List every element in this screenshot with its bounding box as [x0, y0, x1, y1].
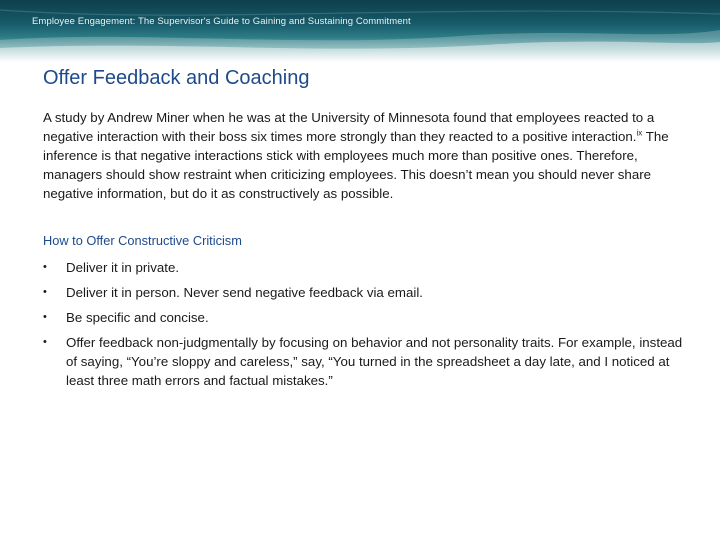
bullet-icon: • — [43, 311, 47, 323]
list-item — [43, 333, 693, 390]
bullet-icon: • — [43, 286, 47, 298]
list-item — [43, 308, 693, 327]
intro-text-part2: The inference is that negative interactions stick with employees much more than positive ones. Therefore, managers should show restraint when criticizing employees. This doesn’t mean you should never share negative information, but do it as constructively as possible. — [43, 129, 669, 201]
bullet-icon: • — [43, 336, 47, 348]
list-item — [43, 283, 693, 302]
content-area — [43, 66, 693, 396]
list-item-text: Be specific and concise. — [66, 310, 209, 325]
footnote-marker: ix — [636, 128, 643, 138]
list-item — [43, 258, 693, 277]
list-item-text: Deliver it in private. — [66, 260, 180, 275]
tips-list — [43, 258, 693, 390]
header-title: Employee Engagement: The Supervisor's Guide to Gaining and Sustaining Commitment — [32, 16, 411, 27]
intro-text-part1: A study by Andrew Miner when he was at the University of Minnesota found that employees reacted to a negative interaction with their boss six times more strongly than they reacted to a positive interaction. — [43, 110, 655, 144]
list-item-text: Deliver it in person. Never send negative feedback via email. — [66, 285, 423, 300]
page-title: Offer Feedback and Coaching — [43, 67, 310, 89]
header-wave-decoration — [0, 0, 720, 62]
section-heading: How to Offer Constructive Criticism — [43, 233, 242, 248]
header-band — [0, 0, 720, 62]
list-item-text: Offer feedback non-judgmentally by focusing on behavior and not personality traits. For example, instead of saying, “You’re sloppy and careless,” say, “You turned in the spreadsheet a day late, and I noticed at least three math errors and factual mistakes.” — [66, 335, 683, 388]
bullet-icon: • — [43, 261, 47, 273]
intro-paragraph — [43, 108, 693, 203]
